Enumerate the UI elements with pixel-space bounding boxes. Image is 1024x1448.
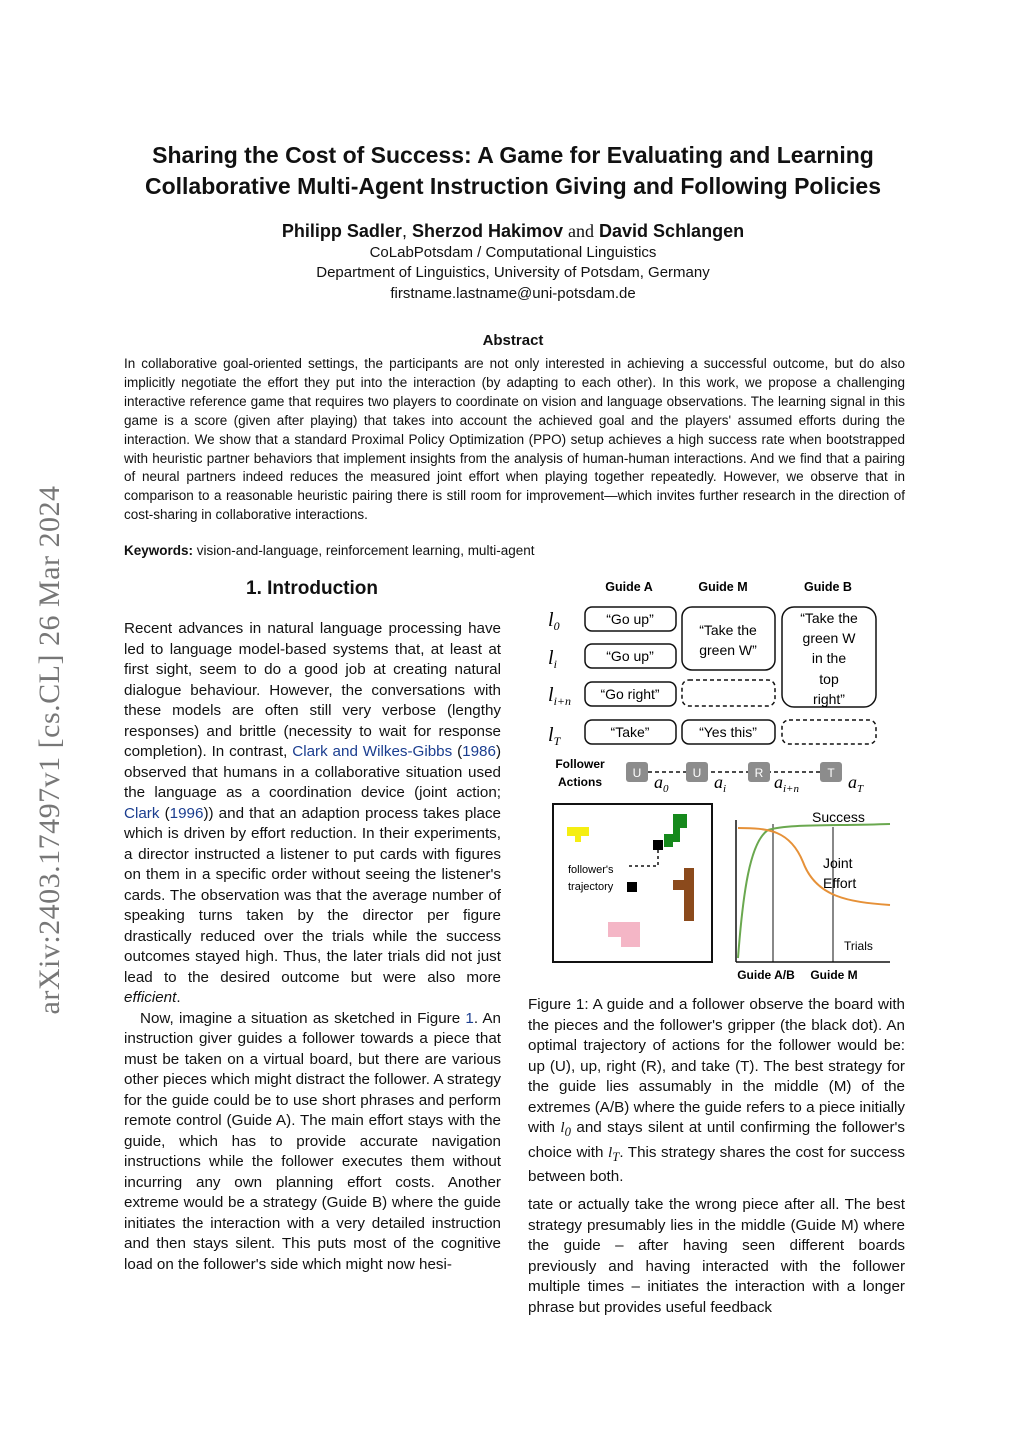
citation-year-1996[interactable]: 1996 [169,804,204,822]
author-hakimov: Sherzod Hakimov [411,221,563,241]
axis-guide-m: Guide M [810,968,858,982]
figure-1-link[interactable]: 1 [465,1009,474,1027]
axis-guide-ab: Guide A/B [737,968,795,982]
author-conjunction: and [568,221,595,241]
intro-right-column: tate or actually take the wrong piece after all. The best strategy presumably lies in the middle (Guide M) where the guide – after having seen different boards previously and having interacted with the follower multiple times – initiates the interaction with a longer phrase but provides useful feedback [528,1196,905,1316]
legend-effort-1: Joint [823,855,853,871]
author-sadler: Philipp Sadler [281,221,402,241]
text-a-go-right: “Go right” [600,686,660,702]
text-b-5: right” [813,691,845,707]
text-b-4: top [819,671,839,687]
text-a-take: “Take” [610,724,650,740]
text-m-take-2: green W” [699,642,757,658]
intro-paragraph-1: Recent advances in natural language processing have led to language model-based systems that, at least at first sight, seem to do a good job at creating natural dialogue behaviour. However, the conversations with these models are often still very verbose (lengthy responses) and brittle (necessity to wait for response completion). In contrast, Clark and Wilkes-Gibbs (1986) observed that humans in a collaborative situation used the language as a coordination device (joint action; Clark (1996)) and that an adaption process takes place which is driven by effort reduction. In their experiments, a director instructed a listener to put cards with figures on them in a specific order without seeing the listener's cards. The observation was that the average number of speaking turns taken by the director per figure drastically reduced over the trials while the success outcomes stayed high. Thus, the later trials did not just lead to the desired outcome but were also more efficient. [124,620,502,1006]
axis-trials: Trials [844,939,873,953]
action-t: T [827,766,835,780]
paper-title [100,140,926,202]
keywords [124,543,905,558]
author-email: firstname.lastname@uni-potsdam.de [390,285,636,302]
effort-curve [738,828,890,905]
text-b-3: in the [811,650,847,666]
text-m-yes: “Yes this” [699,724,757,740]
abstract-heading: Abstract [482,332,544,349]
arxiv-id-text: arXiv:2403.17497v1 [cs.CL] 26 Mar 2024 [33,485,66,1015]
citation-clark[interactable]: Clark [124,804,160,822]
fig-col-guide-b: Guide B [804,580,852,594]
figure-1 [528,572,906,986]
emphasis-efficient: efficient [124,989,177,1006]
author-schlangen: David Schlangen [599,221,745,241]
legend-success: Success [812,809,865,825]
text-a-go-up-1: “Go up” [606,611,654,627]
abstract-text: In collaborative goal-oriented settings, the participants are not only interested in achieving a successful outcome, but do also implicitly negotiate the effort they put into the interaction (by adapting to each other). In this work, we propose a challenging interactive reference game that requires two players to coordinate on vision and language observations. The learning signal in this game is a score (given after playing) that takes into account the achieved goal and the players' assumed efforts during the interaction. We show that a standard Proximal Policy Optimization (PPO) setup achieves a high success rate when bootstrapped with heuristic partner behaviors that implement insights from the analysis of human-human interactions. And we find that a pairing of neural partners indeed reduces the measured joint effort when playing together repeatedly. However, we observe that in comparison to a reasonable heuristic pairing there is still room for improvement—which invites further research in the direction of cost-sharing in collaborative interactions. [124,356,905,523]
title-line-2: Collaborative Multi-Agent Instruction Giving and Following Policies [144,173,882,199]
traj-label-1: follower's [568,864,614,876]
author-list: Philipp Sadler, Sherzod Hakimov and David Schlangen [281,221,745,241]
label-ain: $a_{i+n}$ [774,772,799,795]
text-m-take-1: “Take the [699,622,757,638]
citation-clark-wilkes-gibbs[interactable]: Clark and Wilkes-Gibbs [292,743,453,760]
affiliation-lab: CoLabPotsdam / Computational Linguistics [369,244,657,261]
fig-row-lin: $l_{i+n}$ [548,684,571,708]
keywords-label: Keywords: [124,543,194,558]
affiliation-department: Department of Linguistics, University of Potsdam, Germany [316,264,710,281]
bubble-b-empty [782,720,876,744]
text-b-1: “Take the [800,610,858,626]
intro-paragraph-2: Now, imagine a situation as sketched in Figure 1. An instruction giver guides a follower towards a piece that must be taken on a virtual board, but there are various other pieces which might distract the follower. A strategy for the guide could be to use short phrases and perform remote control (Guide A). The main effort stays with the guide, which has to provide accurate navigation instructions while the follower executes them without incurring any own planning effort costs. Another extreme would be a strategy (Guide B) where the guide initiates the interaction with a very detailed instruction and then stays silent. This puts most of the cognitive load on the follower's side which might now hesi- [124,1009,501,1273]
text-a-go-up-2: “Go up” [606,648,654,664]
section-heading: 1. Introduction [246,578,378,599]
bubble-m-take-green [682,607,775,670]
label-ai: $a_i$ [714,772,727,795]
gripper-start [627,882,637,892]
bubble-m-empty [682,680,775,706]
fig-follower-label-1: Follower [555,757,605,771]
caption-lT: $l_T$ [608,1143,620,1164]
title-line-1: Sharing the Cost of Success: A Game for Evaluating and Learning [152,142,874,168]
arxiv-identifier [20,440,80,1060]
action-u2: U [692,766,702,780]
text-b-2: green W [802,630,856,646]
label-at: $a_T$ [848,772,864,795]
caption-l0: $l_0$ [560,1119,571,1140]
success-curve [738,824,890,958]
citation-year-1986[interactable]: 1986 [462,743,496,760]
fig-col-guide-m: Guide M [698,580,748,594]
fig-col-guide-a: Guide A [605,580,653,594]
figure-caption: Figure 1: A guide and a follower observe the board with the pieces and the follower's gripper (the black dot). An optimal trajectory of actions for the follower would be: up (U), up, right (R), and take (T). The best strategy for the guide lies assumably in the middle (M) of the extremes (A/B) where the guide refers to a piece initially with $l_0$ and stays silent at until confirming the follower's choice with $l_T$. This strategy shares the cost for success between both. [528,996,905,1186]
fig-row-li: $l_i$ [548,647,557,671]
label-a0: $a_0$ [654,772,669,795]
gripper-dot [653,840,663,850]
legend-effort-2: Effort [823,875,857,891]
action-r: R [754,766,764,780]
keywords-text: vision-and-language, reinforcement learning, multi-agent [193,543,535,558]
action-u1: U [632,766,642,780]
fig-row-l0: $l_0$ [548,609,560,633]
intro-left-column [124,619,501,1275]
fig-follower-label-2: Actions [557,775,603,789]
fig-row-lt: $l_T$ [548,724,561,748]
traj-label-2: trajectory [568,881,614,893]
